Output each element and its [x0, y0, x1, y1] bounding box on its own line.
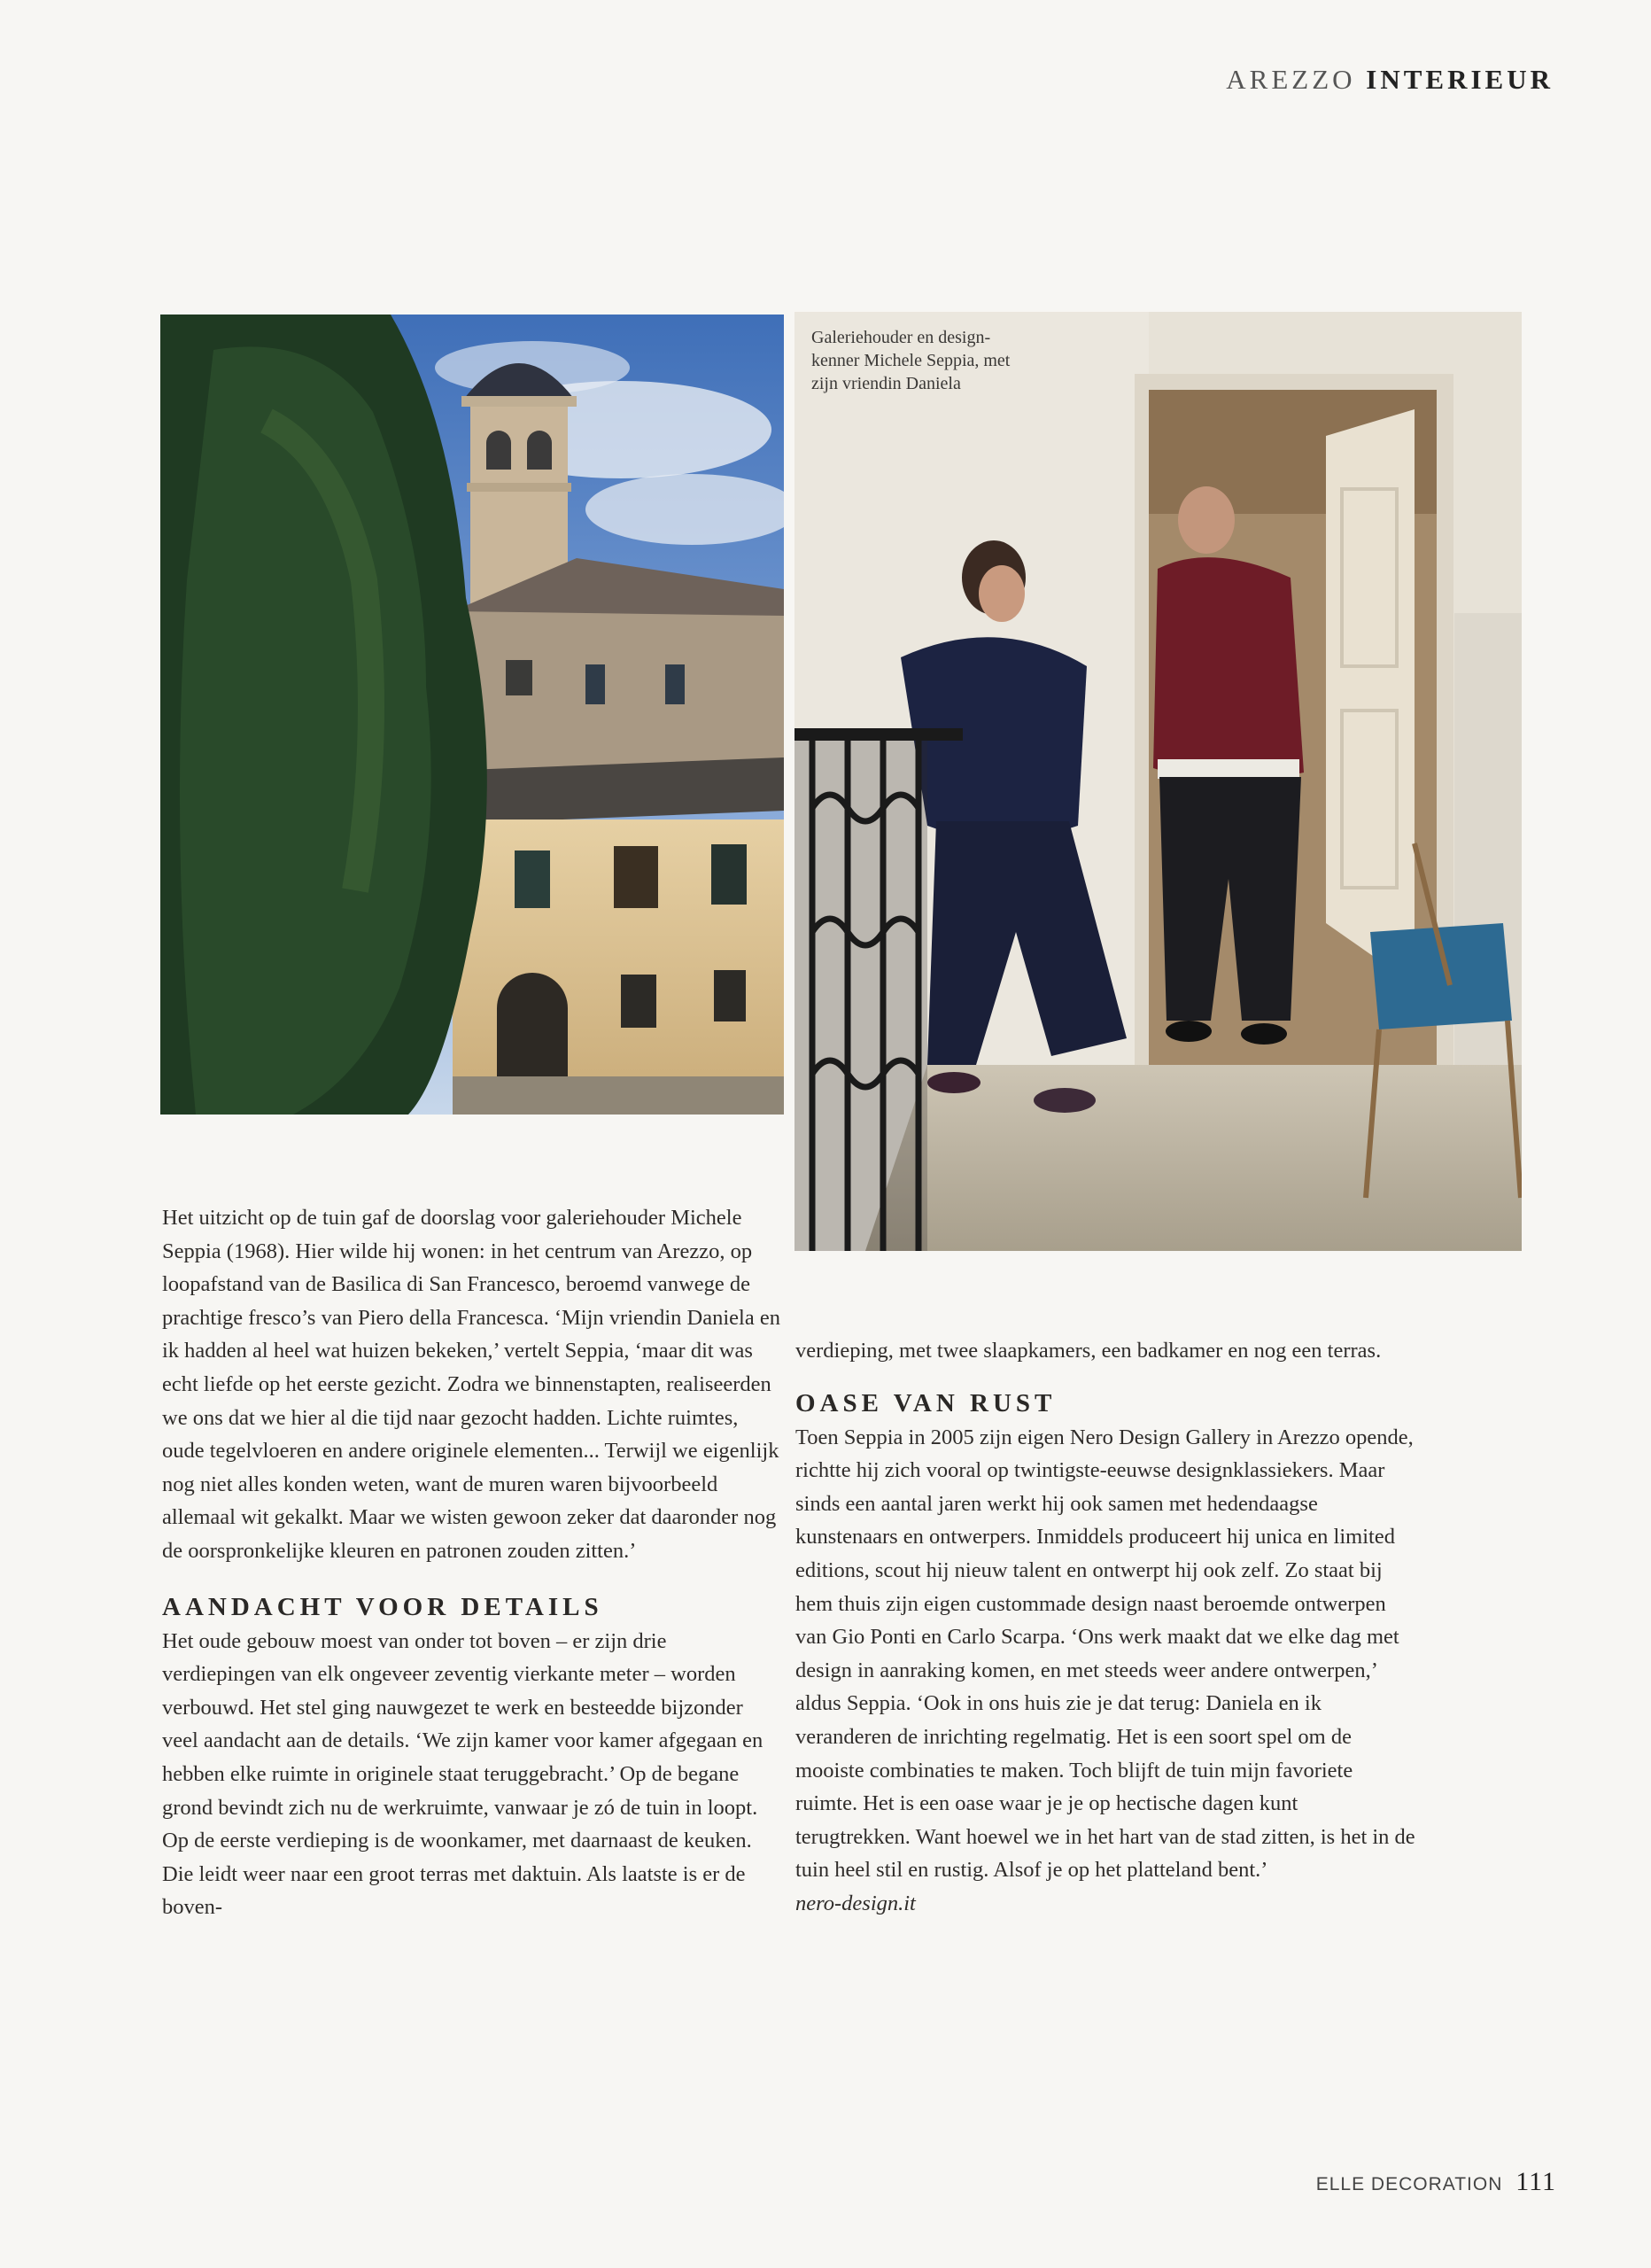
continuation-paragraph: verdieping, met twee slaapkamers, een badkamer en nog een terras.: [795, 1339, 1382, 1363]
header-city: AREZZO: [1226, 64, 1356, 95]
article-column-right: [795, 1334, 1415, 1921]
section-heading-details: AANDACHT VOOR DETAILS: [162, 1592, 603, 1621]
page-footer: [1316, 2167, 1556, 2197]
website-link[interactable]: nero-design.it: [795, 1891, 916, 1915]
intro-paragraph: Het uitzicht op de tuin gaf de doorslag voor galeriehouder Michele Seppia (1968). Hier wilde hij wonen: in het centrum van Arezzo, op loopafstand van de Basilica di San Francesco, beroemd vanwege de prachtige fresco’s van Piero della Francesca. ‘Mijn vriendin Daniela en ik hadden al heel wat huizen bekeken,’ vertelt Seppia, ‘maar dit was echt liefde op het eerste gezicht. Zodra we binnenstapten, realiseerden we ons dat we hier al die tijd naar gezocht hadden. Lichte ruimtes, oude tegelvloeren en andere originele elementen... Terwijl we eigenlijk nog niet alles konden weten, want de muren waren bijvoorbeeld allemaal wit gekalkt. Maar we wisten gewoon zeker dat daaronder nog de oorspronkelijke kleuren en patronen zouden zitten.’: [162, 1206, 780, 1563]
page-header: [1226, 64, 1554, 96]
oasis-paragraph: Toen Seppia in 2005 zijn eigen Nero Design Gallery in Arezzo opende, richtte hij zich vooral op twintigste-eeuwse designklassiekers. Maar sinds een aantal jaren werkt hij ook samen met hedendaagse kunstenaars en ontwerpers. Inmiddels produceert hij unica en limited editions, scout hij nieuw talent en ontwerpt hij ook zelf. Zo staat bij hem thuis zijn eigen custommade design naast beroemde ontwerpen van Gio Ponti en Carlo Scarpa. ‘Ons werk maakt dat we elke dag met design in aanraking komen, en met steeds weer andere ontwerpen,’ aldus Seppia. ‘Ook in ons huis zie je dat terug: Daniela en ik veranderen de inrichting regelmatig. Het is een soort spel om de mooiste combinaties te maken. Toch blijft de tuin mijn favoriete ruimte. Het is een oase waar je je op hectische dagen kunt terugtrekken. Want hoewel we in het hart van de stad zitten, is het in de tuin heel stil en rustig. Alsof je op het platteland bent.’: [795, 1425, 1415, 1883]
page-number: 111: [1515, 2167, 1556, 2196]
photo-seppia-and-daniela: [794, 312, 1522, 1251]
section-heading-oasis: OASE VAN RUST: [795, 1388, 1057, 1418]
header-section: INTERIEUR: [1366, 64, 1554, 95]
article-column-left: [162, 1201, 782, 1924]
photo-caption: Galeriehouder en design- kenner Michele Seppia, met zijn vriendin Daniela: [811, 328, 1011, 393]
magazine-name: ELLE DECORATION: [1315, 2174, 1503, 2194]
photo-arezzo-bell-tower: [160, 315, 784, 1115]
details-paragraph: Het oude gebouw moest van onder tot boven – er zijn drie verdiepingen van elk ongeveer zeventig vierkante meter – worden verbouwd. Het stel ging nauwgezet te werk en besteedde bijzonder veel aandacht aan de details. ‘We zijn kamer voor kamer afgegaan en hebben elke ruimte in originele staat teruggebracht.’ Op de begane grond bevindt zich nu de werkruimte, vanwaar je zó de tuin in loopt. Op de eerste verdieping is de woonkamer, met daarnaast de keuken. Die leidt weer naar een groot terras met daktuin. Als laatste is er de boven-: [162, 1628, 763, 1920]
